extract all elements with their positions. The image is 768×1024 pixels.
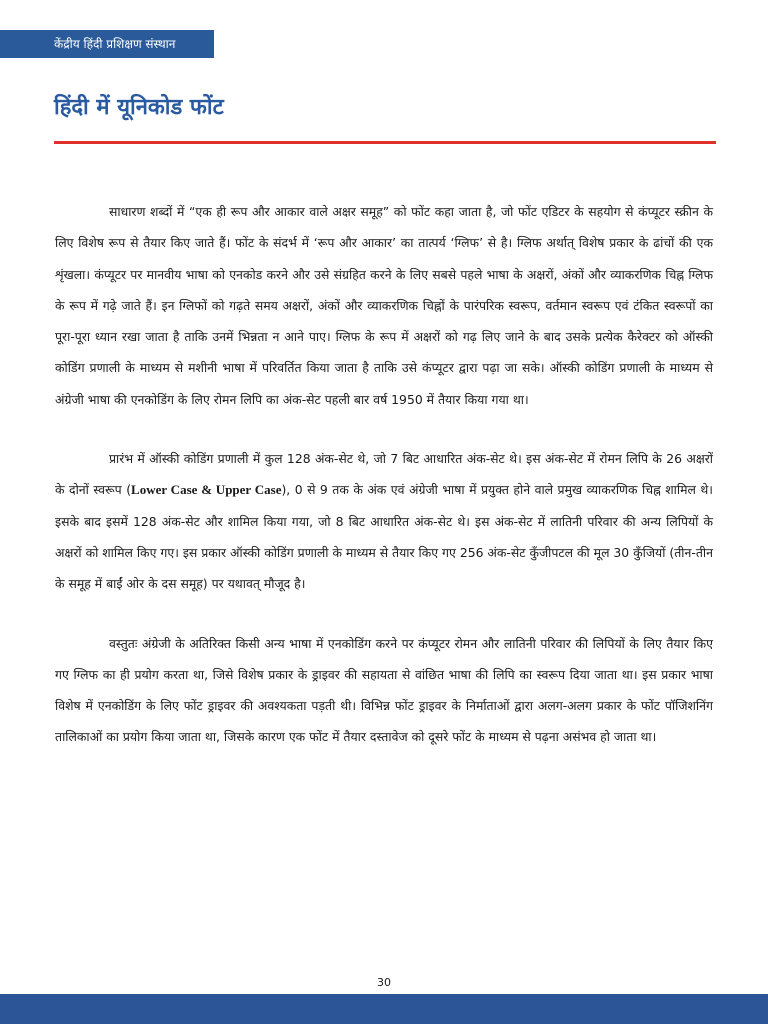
title-underline (54, 141, 716, 144)
page-title: हिंदी में यूनिकोड फोंट (54, 95, 224, 120)
latin-term: Lower Case & Upper Case (131, 482, 282, 498)
header-institute-tab: केंद्रीय हिंदी प्रशिक्षण संस्थान (0, 30, 214, 58)
footer-bar (0, 994, 768, 1024)
paragraph-2-text-a: प्रारंभ में ऑस्की कोडिंग प्रणाली में कुल 128 अंक-सेट थे, जो 7 बिट आधारित अंक-सेट थे। इस अंक-सेट में रोमन लिपि के 26 अक्षरों के दोनों स्वरूप ( (55, 451, 713, 498)
paragraph-3: वस्तुतः अंग्रेजी के अतिरिक्त किसी अन्य भाषा में एनकोडिंग करने पर कंप्यूटर रोमन और लातिनी परिवार की लिपियों के लिए तैयार किए गए ग्लिफ का ही प्रयोग करता था, जिसे विशेष प्रकार के ड्राइवर की सहायता से वांछित भाषा की लिपि का स्वरूप दिया जाता था। इस प्रकार भाषा विशेष में एनकोडिंग के लिए फोंट ड्राइवर की अवश्यकता पड़ती थी। विभिन्न फोंट ड्राइवर के निर्माताओं द्वारा अलग-अलग प्रकार के फोंट पॉजिशनिंग तालिकाओं का प्रयोग किया जाता था, जिसके कारण एक फोंट में तैयार दस्तावेज को दूसरे फोंट के माध्यम से पढ़ना असंभव हो जाता था। (55, 635, 713, 745)
body-text (55, 196, 713, 781)
paragraph-2-text-b: ), 0 से 9 तक के अंक एवं अंग्रेजी भाषा में प्रयुक्त होने वाले प्रमुख व्याकरणिक चिह्न शामिल थे। इसके बाद इसमें 128 अंक-सेट और शामिल किया गया, जो 8 बिट आधारित अंक-सेट थे। इस अंक-सेट में लातिनी परिवार की अन्य लिपियों के अक्षरों को शामिल किए गए। इस प्रकार ऑस्की कोडिंग प्रणाली के माध्यम से तैयार किए गए 256 अंक-सेट कुँजीपटल की मूल 30 कुँजियों (तीन-तीन के समूह में बाईं ओर के दस समूह) पर यथावत् मौजूद है। (55, 482, 713, 592)
page-number: 30 (377, 976, 391, 989)
paragraph-1: साधारण शब्दों में “एक ही रूप और आकार वाले अक्षर समूह” को फोंट कहा जाता है, जो फोंट एडिटर के सहयोग से कंप्यूटर स्क्रीन के लिए विशेष रूप से तैयार किए जाते हैं। फोंट के संदर्भ में ‘रूप और आकार’ का तात्पर्य ‘ग्लिफ’ से है। ग्लिफ अर्थात् विशेष प्रकार के ढांचों की एक शृंखला। कंप्यूटर पर मानवीय भाषा को एनकोड करने और उसे संग्रहित करने के लिए सबसे पहले भाषा के अक्षरों, अंकों और व्याकरणिक चिह्न ग्लिफ के रूप में गढ़े जाते हैं। इन ग्लिफों को गढ़ते समय अक्षरों, अंकों और व्याकरणिक चिह्नों के पारंपरिक स्वरूप, वर्तमान स्वरूप एवं टंकित स्वरूपों का पूरा-पूरा ध्यान रखा जाता है ताकि उनमें भिन्नता न आने पाए। ग्लिफ के रूप में अक्षरों को गढ़ लिए जाने के बाद उसके प्रत्येक कैरेक्टर को ऑस्की कोडिंग प्रणाली के माध्यम से मशीनी भाषा में परिवर्तित किया जाता है ताकि उसे कंप्यूटर द्वारा पढ़ा जा सके। ऑस्की कोडिंग प्रणाली के माध्यम से अंग्रेजी भाषा की एनकोडिंग के लिए रोमन लिपि का अंक-सेट पहली बार वर्ष 1950 में तैयार किया गया था। (55, 204, 713, 407)
paragraph-2 (55, 443, 713, 599)
